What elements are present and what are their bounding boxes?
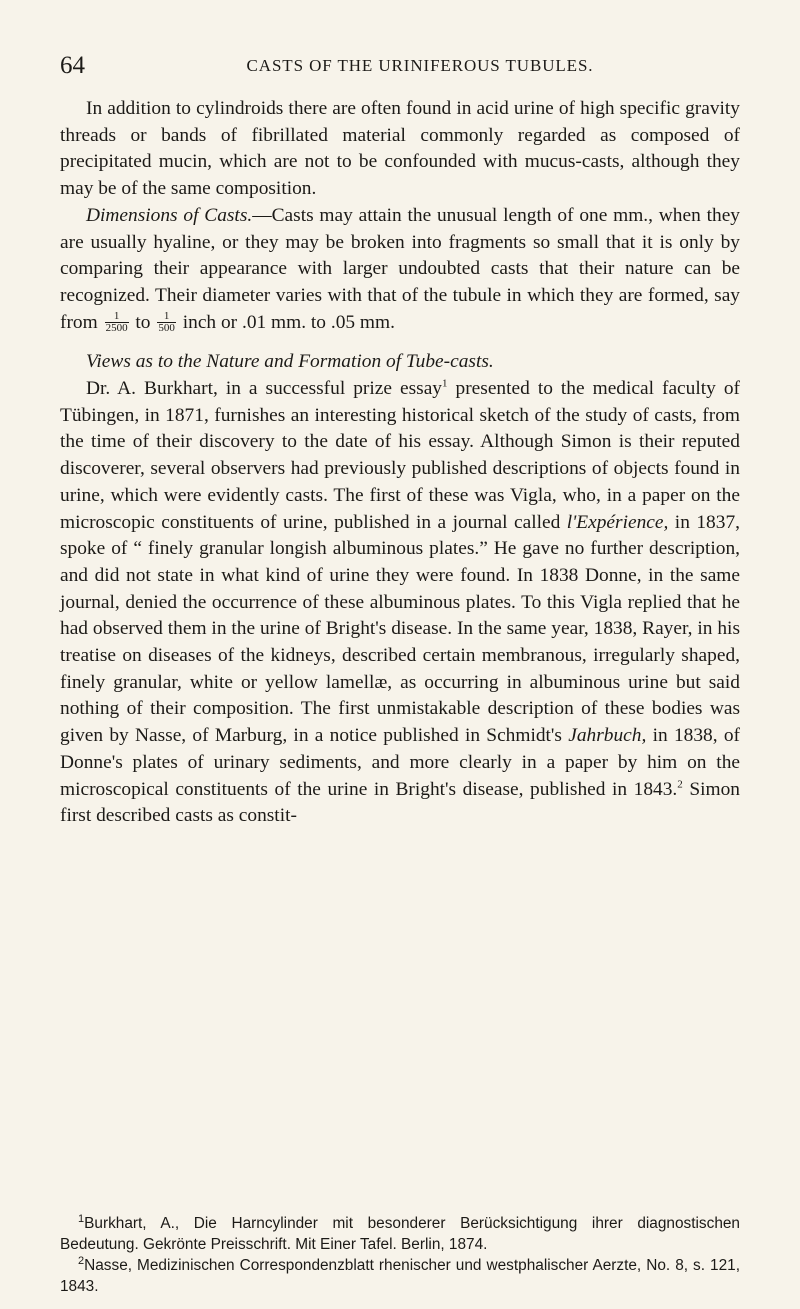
fraction-denominator: 500 <box>158 321 175 334</box>
footnote-1 <box>60 1213 740 1255</box>
fraction-numerator: 1 <box>157 311 176 323</box>
footnote-text: Nasse, Medizinischen Correspondenzblatt rhenischer und westphalischer Aerzte, No. 8, s. 121, 1843. <box>60 1257 740 1295</box>
footnote-ref-2[interactable]: 2 <box>677 778 683 791</box>
section-heading <box>60 349 740 376</box>
history-text-a: Dr. A. Burkhart, in a successful prize essay <box>86 378 442 400</box>
footnote-marker: 2 <box>78 1254 85 1267</box>
fraction-numerator: 1 <box>105 311 129 323</box>
footnote-text: Burkhart, A., Die Harncylinder mit besonderer Berücksichtigung ihrer diagnostischen Bedeutung. Gekrönte Preisschrift. Mit Einer Tafel. Berlin, 1874. <box>60 1215 740 1253</box>
fraction-one-2500 <box>105 311 129 334</box>
dimensions-text-a: —Casts may attain the unusual length of one mm., when they are usually hyaline, or they may be broken into fragments so small that it is only by comparing their appearance with larger undoubted casts that their nature can be recognized. Their diameter varies with that of the tubule in which they are formed, say from <box>60 204 740 333</box>
body-text <box>60 96 740 830</box>
page-header <box>60 52 740 82</box>
dimensions-heading: Dimensions of Casts. <box>86 204 253 226</box>
dimensions-text-b: to <box>135 311 151 333</box>
dimensions-text-c: inch or .01 mm. to .05 mm. <box>182 311 395 333</box>
footnotes <box>60 1213 740 1297</box>
footnote-marker: 1 <box>78 1212 85 1225</box>
journal-name-experience: l'Expérience, <box>566 511 669 533</box>
history-text-c: in 1837, spoke of “ finely granular longish albuminous plates.” He gave no further description, and did not state in what kind of urine they were found. In 1838 Donne, in the same journal, denied the occurrence of these albuminous plates. To this Vigla replied that he had observed them in the urine of Bright's disease. In the same year, 1838, Rayer, in his treatise on diseases of the kidneys, described certain membranous, irregularly shaped, finely granular, white or yellow lamellæ, as occurring in albuminous urine but said nothing of their composition. The first unmistakable description of these bodies was given by Nasse, of Marburg, in a notice published in Schmidt's <box>60 511 740 747</box>
fraction-denominator: 2500 <box>105 321 128 334</box>
paragraph-dimensions <box>60 203 740 337</box>
fraction-one-500 <box>157 311 176 334</box>
journal-name-jahrbuch: Jahrbuch, <box>568 725 647 747</box>
history-text-b: presented to the medical faculty of Tübingen, in 1871, furnishes an interesting historical sketch of the study of casts, from the time of their discovery to the date of his essay. Although Simon is their reputed discoverer, several observers had previously published descriptions of objects found in urine, which were evidently casts. The first of these was Vigla, who, in a paper on the microscopic constituents of urine, published in a journal called <box>60 378 740 533</box>
paragraph-history <box>60 376 740 830</box>
history-text-d: in 1838, of Donne's plates of urinary sediments, and more clearly in a paper by him on the microscopical constituents of the urine in Bright's disease, published in 1843. <box>60 725 740 800</box>
page-number: 64 <box>60 52 85 79</box>
paragraph-cylindroids: In addition to cylindroids there are often found in acid urine of high specific gravity threads or bands of fibrillated material commonly regarded as composed of precipitated mucin, which are not to be confounded with mucus-casts, although they may be of the same composition. <box>60 98 740 200</box>
history-text-e: Simon first described casts as constit- <box>60 778 740 827</box>
footnote-2 <box>60 1255 740 1297</box>
footnote-ref-1[interactable]: 1 <box>442 377 448 390</box>
section-heading-text: Views as to the Nature and Formation of Tube-casts. <box>86 351 494 373</box>
running-head: CASTS OF THE URINIFEROUS TUBULES. <box>246 56 594 75</box>
